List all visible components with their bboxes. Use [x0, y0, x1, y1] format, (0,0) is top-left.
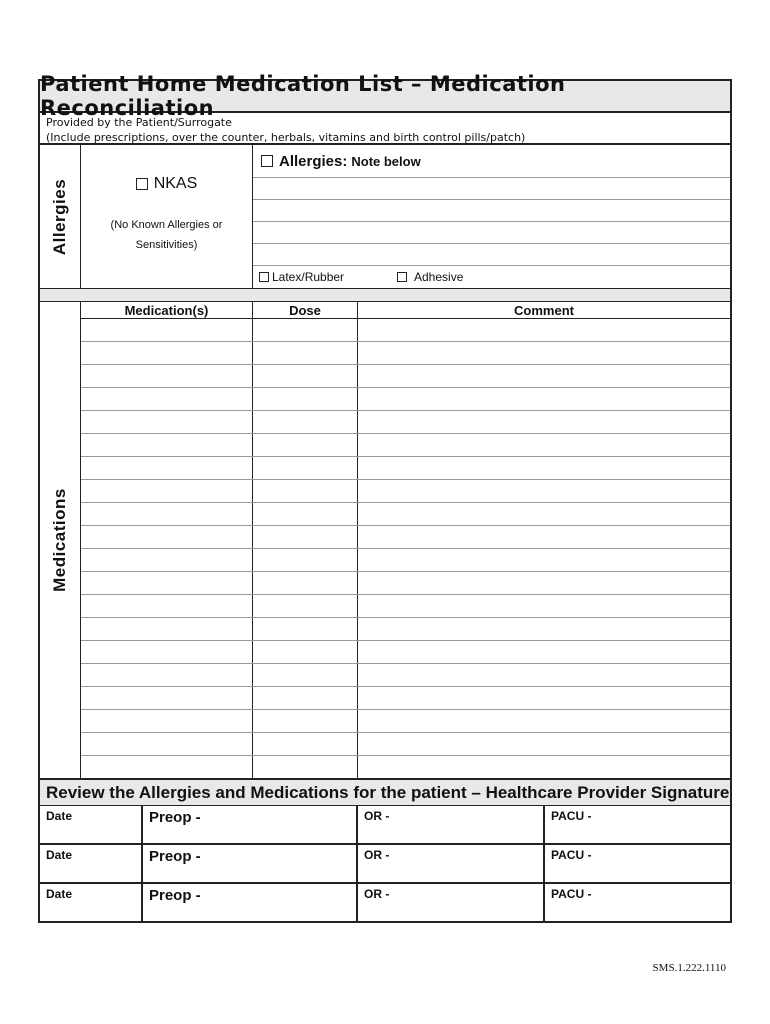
medications-section	[40, 302, 730, 780]
dose-cell[interactable]	[253, 733, 358, 756]
allergies-label: Allergies:	[279, 152, 348, 170]
medication-cell[interactable]	[81, 457, 253, 480]
table-row	[81, 503, 730, 526]
comment-cell[interactable]	[358, 503, 731, 526]
latex-checkbox[interactable]	[259, 272, 269, 282]
medications-header-row	[81, 302, 730, 319]
dose-cell[interactable]	[253, 572, 358, 595]
title-bar	[40, 72, 730, 120]
latex-label: Latex/Rubber	[272, 270, 345, 284]
medication-cell[interactable]	[81, 641, 253, 664]
table-row	[81, 618, 730, 641]
table-row	[81, 411, 730, 434]
dose-cell[interactable]	[253, 549, 358, 572]
subtitle-line-2: (Include prescriptions, over the counter, herbals, vitamins and birth control pills/patch)	[46, 131, 526, 144]
nkas-note-line-2: Sensitivities)	[135, 239, 198, 251]
table-row	[81, 641, 730, 664]
form-code: SMS.1.222.1110	[652, 962, 726, 974]
dose-cell[interactable]	[253, 319, 358, 342]
or-signature-field[interactable]: OR -	[358, 806, 545, 843]
dose-cell[interactable]	[253, 480, 358, 503]
medication-cell[interactable]	[81, 365, 253, 388]
column-header-dose: Dose	[253, 302, 358, 319]
comment-cell[interactable]	[358, 365, 731, 388]
medication-cell[interactable]	[81, 572, 253, 595]
nkas-note	[81, 215, 252, 255]
medication-cell[interactable]	[81, 434, 253, 457]
allergies-section-label: Allergies	[50, 178, 69, 255]
comment-cell[interactable]	[358, 572, 731, 595]
medication-cell[interactable]	[81, 618, 253, 641]
comment-cell[interactable]	[358, 388, 731, 411]
dose-cell[interactable]	[253, 526, 358, 549]
comment-cell[interactable]	[358, 342, 731, 365]
comment-cell[interactable]	[358, 319, 731, 342]
comment-cell[interactable]	[358, 434, 731, 457]
dose-cell[interactable]	[253, 503, 358, 526]
pacu-signature-field[interactable]: PACU -	[551, 848, 592, 862]
comment-cell[interactable]	[358, 687, 731, 710]
comment-cell[interactable]	[358, 595, 731, 618]
pacu-signature-field[interactable]: PACU -	[551, 809, 592, 823]
comment-cell[interactable]	[358, 733, 731, 756]
medication-cell[interactable]	[81, 480, 253, 503]
medications-side-panel	[40, 302, 81, 778]
allergies-section	[40, 145, 730, 289]
allergy-line[interactable]	[253, 222, 730, 244]
dose-cell[interactable]	[253, 710, 358, 733]
dose-cell[interactable]	[253, 457, 358, 480]
table-row	[81, 480, 730, 503]
section-divider	[40, 289, 730, 302]
medication-cell[interactable]	[81, 664, 253, 687]
table-row	[81, 319, 730, 342]
allergies-option[interactable]	[253, 145, 730, 178]
nkas-label: NKAS	[153, 175, 198, 192]
comment-cell[interactable]	[358, 664, 731, 687]
preop-signature-field[interactable]: Preop -	[143, 806, 358, 843]
medication-cell[interactable]	[81, 411, 253, 434]
dose-cell[interactable]	[253, 641, 358, 664]
table-row	[81, 342, 730, 365]
comment-cell[interactable]	[358, 756, 731, 779]
comment-cell[interactable]	[358, 618, 731, 641]
adhesive-option[interactable]	[397, 270, 463, 284]
adhesive-label: Adhesive	[414, 270, 464, 284]
date-field[interactable]: Date	[40, 806, 143, 843]
column-header-medication: Medication(s)	[81, 302, 253, 319]
medication-cell[interactable]	[81, 687, 253, 710]
comment-cell[interactable]	[358, 641, 731, 664]
nkas-option[interactable]	[81, 175, 252, 193]
table-row	[81, 388, 730, 411]
dose-cell[interactable]	[253, 342, 358, 365]
table-row	[81, 687, 730, 710]
dose-cell[interactable]	[253, 618, 358, 641]
table-row	[81, 434, 730, 457]
nkas-column	[81, 145, 253, 288]
comment-cell[interactable]	[358, 549, 731, 572]
medication-cell[interactable]	[81, 756, 253, 779]
medication-cell[interactable]	[81, 319, 253, 342]
allergy-line[interactable]	[253, 178, 730, 200]
medication-form	[38, 72, 732, 923]
allergies-checkbox[interactable]	[261, 155, 273, 167]
dose-cell[interactable]	[253, 388, 358, 411]
dose-cell[interactable]	[253, 664, 358, 687]
allergies-note: Note below	[351, 153, 421, 169]
signature-heading: Review the Allergies and Medications for the patient – Healthcare Provider Signature	[40, 780, 730, 806]
or-signature-field[interactable]: OR -	[358, 884, 545, 921]
medication-cell[interactable]	[81, 503, 253, 526]
allergy-options-row	[253, 266, 730, 288]
dose-cell[interactable]	[253, 365, 358, 388]
medication-cell[interactable]	[81, 388, 253, 411]
medication-cell[interactable]	[81, 526, 253, 549]
table-row	[81, 572, 730, 595]
dose-cell[interactable]	[253, 756, 358, 779]
date-field[interactable]: Date	[40, 884, 143, 921]
signature-row	[40, 806, 730, 845]
dose-cell[interactable]	[253, 411, 358, 434]
table-row	[81, 549, 730, 572]
medications-table	[81, 302, 730, 778]
table-row	[81, 595, 730, 618]
dose-cell[interactable]	[253, 434, 358, 457]
comment-cell[interactable]	[358, 457, 731, 480]
comment-cell[interactable]	[358, 411, 731, 434]
medications-section-label: Medications	[50, 488, 69, 592]
table-row	[81, 457, 730, 480]
form-title: Patient Home Medication List – Medication Reconciliation	[40, 72, 566, 120]
table-row	[81, 365, 730, 388]
subtitle-line-1: Provided by the Patient/Surrogate	[46, 116, 232, 129]
signature-row	[40, 845, 730, 884]
medication-cell[interactable]	[81, 710, 253, 733]
medication-cell[interactable]	[81, 549, 253, 572]
medication-cell[interactable]	[81, 342, 253, 365]
comment-cell[interactable]	[358, 526, 731, 549]
medication-cell[interactable]	[81, 595, 253, 618]
signature-row	[40, 884, 730, 921]
table-row	[81, 710, 730, 733]
comment-cell[interactable]	[358, 710, 731, 733]
allergy-line[interactable]	[253, 244, 730, 266]
dose-cell[interactable]	[253, 687, 358, 710]
or-signature-field[interactable]: OR -	[358, 845, 545, 882]
preop-signature-field[interactable]: Preop -	[143, 884, 358, 921]
table-row	[81, 733, 730, 756]
comment-cell[interactable]	[358, 480, 731, 503]
nkas-note-line-1: (No Known Allergies or	[110, 219, 223, 231]
latex-option[interactable]	[259, 270, 397, 284]
table-row	[81, 526, 730, 549]
nkas-checkbox[interactable]	[136, 178, 148, 190]
adhesive-checkbox[interactable]	[397, 272, 407, 282]
allergies-side-panel	[40, 145, 81, 288]
allergy-line[interactable]	[253, 200, 730, 222]
column-header-comment: Comment	[358, 302, 731, 319]
signature-rows	[40, 806, 730, 921]
preop-signature-field[interactable]: Preop -	[143, 845, 358, 882]
dose-cell[interactable]	[253, 595, 358, 618]
table-row	[81, 756, 730, 779]
medication-cell[interactable]	[81, 733, 253, 756]
allergy-entry-area	[253, 145, 730, 288]
pacu-signature-field[interactable]: PACU -	[551, 887, 592, 901]
table-row	[81, 664, 730, 687]
date-field[interactable]: Date	[40, 845, 143, 882]
